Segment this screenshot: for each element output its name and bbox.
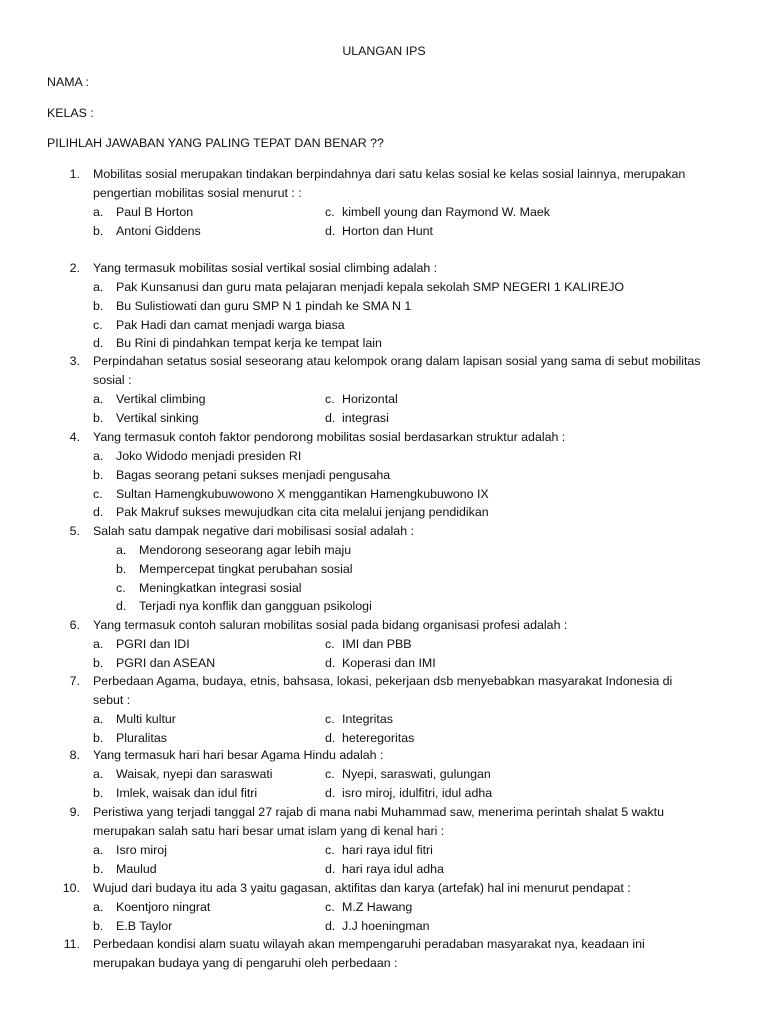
- option-text: J.J hoeningman: [342, 918, 430, 933]
- option-letter: d.: [325, 410, 336, 425]
- option-letter: b.: [93, 410, 104, 425]
- option-text: Vertikal climbing: [116, 391, 206, 406]
- option-letter: d.: [93, 505, 104, 520]
- option-letter: b.: [116, 561, 127, 576]
- instruction: PILIHLAH JAWABAN YANG PALING TEPAT DAN BENAR ??: [47, 136, 384, 150]
- option-text: Bu Sulistiowati dan guru SMP N 1 pindah ke SMA N 1: [116, 298, 412, 313]
- option-letter: a.: [93, 448, 104, 463]
- option-letter: b.: [93, 785, 104, 800]
- question-text: Yang termasuk hari hari besar Agama Hindu adalah :: [93, 748, 384, 762]
- option-text: E.B Taylor: [116, 918, 173, 933]
- exam-title: ULANGAN IPS: [342, 44, 426, 58]
- question-number: 6.: [69, 618, 80, 632]
- option-letter: b.: [93, 655, 104, 670]
- option-text: Isro miroj: [116, 842, 167, 857]
- option-letter: d.: [325, 785, 336, 800]
- option-letter: c.: [325, 766, 335, 781]
- question-text: Perbedaan Agama, budaya, etnis, bahsasa, lokasi, pekerjaan dsb menyebabkan masyarakat Indonesia di: [93, 674, 673, 688]
- option-text: Mendorong seseorang agar lebih maju: [139, 542, 352, 557]
- option-text: Bagas seorang petani sukses menjadi pengusaha: [116, 467, 391, 482]
- question-text: Peristiwa yang terjadi tanggal 27 rajab di mana nabi Muhammad saw, menerima perintah shalat 5 waktu: [93, 805, 664, 819]
- question-number: 9.: [69, 805, 80, 819]
- option-text: Vertikal sinking: [116, 410, 199, 425]
- question-text: Perbedaan kondisi alam suatu wilayah akan mempengaruhi peradaban masyarakat nya, keadaan ini: [93, 937, 645, 951]
- option-letter: d.: [325, 655, 336, 670]
- question-number: 11.: [63, 937, 80, 951]
- option-letter: a.: [93, 842, 104, 857]
- option-text: Antoni Giddens: [116, 223, 201, 238]
- option-letter: c.: [325, 204, 335, 219]
- option-letter: a.: [93, 766, 104, 781]
- option-letter: c.: [93, 486, 103, 501]
- option-letter: c.: [325, 391, 335, 406]
- option-text: PGRI dan ASEAN: [116, 655, 216, 670]
- option-text: isro miroj, idulfitri, idul adha: [342, 785, 493, 800]
- option-letter: a.: [93, 279, 104, 294]
- question-text: merupakan budaya yang di pengaruhi oleh perbedaan :: [93, 955, 398, 970]
- option-text: Terjadi nya konflik dan gangguan psikologi: [139, 599, 372, 614]
- question-number: 8.: [69, 748, 80, 762]
- option-text: Meningkatkan integrasi sosial: [139, 580, 302, 595]
- question-number: 10.: [62, 881, 80, 895]
- question-number: 3.: [69, 354, 80, 368]
- option-text: Mempercepat tingkat perubahan sosial: [139, 561, 353, 576]
- option-text: Horton dan Hunt: [342, 223, 433, 238]
- option-text: Koentjoro ningrat: [116, 899, 211, 914]
- option-letter: d.: [116, 599, 127, 614]
- question-number: 5.: [69, 524, 80, 538]
- option-text: Nyepi, saraswati, gulungan: [342, 766, 491, 781]
- option-letter: c.: [325, 711, 335, 726]
- option-letter: b.: [93, 467, 104, 482]
- option-text: hari raya idul fitri: [342, 842, 433, 857]
- option-letter: d.: [93, 336, 104, 351]
- option-letter: c.: [116, 580, 126, 595]
- kelas-label: KELAS :: [47, 106, 94, 120]
- option-letter: b.: [93, 298, 104, 313]
- option-letter: a.: [116, 542, 127, 557]
- option-text: Paul B Horton: [116, 204, 194, 219]
- question-text: Perpindahan setatus sosial seseorang atau kelompok orang dalam lapisan sosial yang sama di sebut mobilitas: [93, 354, 701, 368]
- question-text: Yang termasuk contoh faktor pendorong mobilitas sosial berdasarkan struktur adalah :: [93, 430, 566, 444]
- question-text: sebut :: [93, 692, 131, 707]
- option-text: M.Z Hawang: [342, 899, 413, 914]
- option-letter: b.: [93, 223, 104, 238]
- question-text: sosial :: [93, 372, 132, 387]
- option-text: Sultan Hamengkubuwowono X menggantikan Hamengkubuwono IX: [116, 486, 489, 501]
- question-text: Yang termasuk contoh saluran mobilitas sosial pada bidang organisasi profesi adalah :: [93, 618, 568, 632]
- question-text: Mobilitas sosial merupakan tindakan berpindahnya dari satu kelas sosial ke kelas sosial lainnya, merupakan: [93, 167, 686, 181]
- option-text: integrasi: [342, 410, 389, 425]
- question-number: 2.: [69, 261, 80, 275]
- nama-label: NAMA :: [47, 75, 89, 89]
- option-text: Imlek, waisak dan idul fitri: [116, 785, 258, 800]
- option-text: Pak Makruf sukses mewujudkan cita cita melalui jenjang pendidikan: [116, 505, 489, 520]
- option-letter: a.: [93, 899, 104, 914]
- option-text: heteregoritas: [342, 730, 415, 745]
- option-text: IMI dan PBB: [342, 636, 412, 651]
- option-letter: d.: [325, 223, 336, 238]
- question-text: Yang termasuk mobilitas sosial vertikal sosial climbing adalah :: [93, 261, 438, 275]
- option-letter: c.: [325, 899, 335, 914]
- option-text: Joko Widodo menjadi presiden RI: [116, 448, 302, 463]
- option-text: hari raya idul adha: [342, 861, 444, 876]
- question-number: 1.: [69, 167, 80, 181]
- option-letter: d.: [325, 918, 336, 933]
- option-letter: c.: [93, 317, 103, 332]
- option-letter: b.: [93, 861, 104, 876]
- option-text: Pak Hadi dan camat menjadi warga biasa: [116, 317, 345, 332]
- option-text: Bu Rini di pindahkan tempat kerja ke tempat lain: [116, 336, 382, 351]
- option-letter: d.: [325, 861, 336, 876]
- option-text: PGRI dan IDI: [116, 636, 190, 651]
- question-number: 7.: [69, 674, 80, 688]
- option-text: Integritas: [342, 711, 393, 726]
- option-letter: a.: [93, 636, 104, 651]
- option-text: Koperasi dan IMI: [342, 655, 436, 670]
- question-text: Salah satu dampak negative dari mobilisasi sosial adalah :: [93, 524, 414, 538]
- option-text: Waisak, nyepi dan saraswati: [116, 766, 273, 781]
- option-text: Pluralitas: [116, 730, 167, 745]
- option-text: Pak Kunsanusi dan guru mata pelajaran menjadi kepala sekolah SMP NEGERI 1 KALIREJO: [116, 279, 625, 294]
- option-letter: a.: [93, 204, 104, 219]
- question-text: Wujud dari budaya itu ada 3 yaitu gagasan, aktifitas dan karya (artefak) hal ini menurut pendapat :: [93, 881, 631, 895]
- option-text: Horizontal: [342, 391, 398, 406]
- option-letter: b.: [93, 918, 104, 933]
- question-number: 4.: [69, 430, 80, 444]
- option-text: Multi kultur: [116, 711, 176, 726]
- option-text: Maulud: [116, 861, 157, 876]
- option-text: kimbell young dan Raymond W. Maek: [342, 204, 550, 219]
- option-letter: a.: [93, 711, 104, 726]
- option-letter: a.: [93, 391, 104, 406]
- option-letter: c.: [325, 636, 335, 651]
- question-text: merupakan salah satu hari besar umat islam yang di kenal hari :: [93, 823, 445, 838]
- option-letter: c.: [325, 842, 335, 857]
- option-letter: d.: [325, 730, 336, 745]
- question-text: pengertian mobilitas sosial menurut : :: [93, 185, 302, 200]
- option-letter: b.: [93, 730, 104, 745]
